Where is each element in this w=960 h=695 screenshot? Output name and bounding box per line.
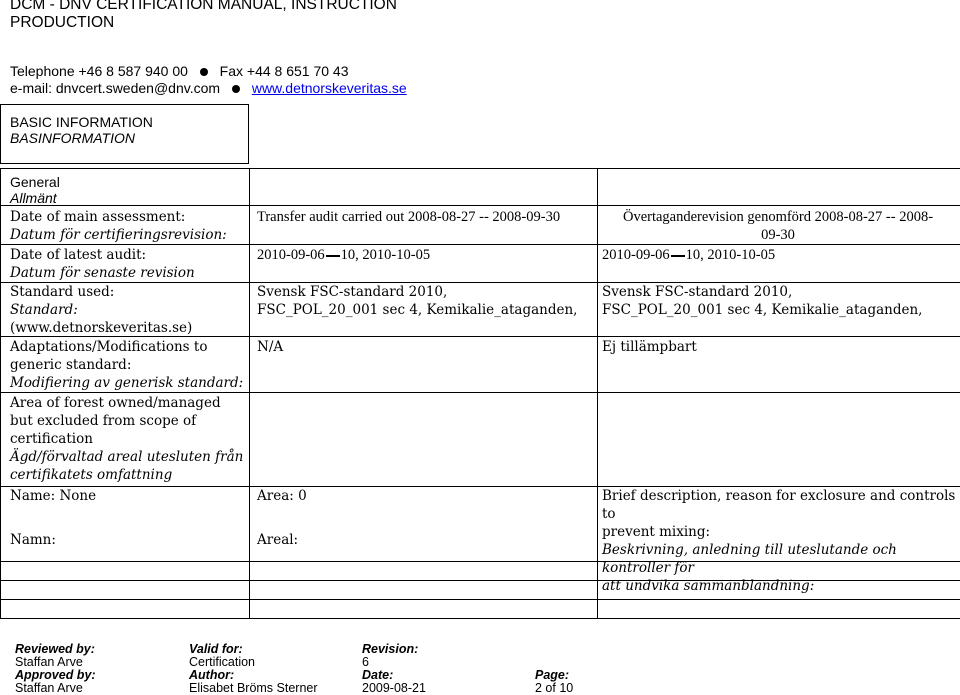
website-link[interactable]: www.detnorskeveritas.se bbox=[251, 80, 407, 96]
contact-email-line bbox=[10, 80, 407, 96]
main-assessment-label bbox=[10, 208, 227, 244]
main-assessment-value-en: Transfer audit carried out 2008-08-27 -- 2008-09-30 bbox=[257, 209, 561, 225]
standard-label-url: (www.detnorskeveritas.se) bbox=[10, 320, 193, 336]
dash-icon bbox=[671, 255, 685, 257]
latest-audit-value-sv bbox=[602, 246, 775, 264]
exclusion-description-en-line1: Brief description, reason for exclosure and controls to bbox=[602, 488, 956, 522]
basic-info-title-sv: BASINFORMATION bbox=[10, 130, 135, 146]
adaptations-label bbox=[10, 338, 243, 392]
approved-by-label: Approved by: bbox=[15, 668, 96, 682]
latest-audit-label bbox=[10, 246, 195, 282]
standard-value-sv bbox=[602, 283, 922, 319]
reviewed-by-label: Reviewed by: bbox=[15, 642, 95, 656]
main-assessment-label-en: Date of main assessment: bbox=[10, 209, 186, 225]
latest-audit-label-en: Date of latest audit: bbox=[10, 247, 147, 263]
standard-label-en: Standard used: bbox=[10, 284, 115, 300]
standard-value-sv-line1: Svensk FSC-standard 2010, bbox=[602, 284, 793, 300]
fax-number: Fax +44 8 651 70 43 bbox=[219, 63, 349, 79]
email-address: e-mail: dnvcert.sweden@dnv.com bbox=[10, 80, 221, 96]
standard-value-en bbox=[257, 283, 577, 319]
excluded-area-sv: Areal: bbox=[257, 532, 299, 548]
general-title-en: General bbox=[10, 174, 60, 190]
excluded-area-label bbox=[10, 394, 243, 484]
general-title-sv: Allmänt bbox=[10, 190, 57, 206]
basic-info-title-en: BASIC INFORMATION bbox=[10, 114, 153, 130]
footer-valid-for bbox=[189, 643, 318, 695]
adaptations-label-sv: Modifiering av generisk standard: bbox=[10, 375, 244, 391]
valid-for-label: Valid for: bbox=[189, 642, 243, 656]
standard-label bbox=[10, 283, 192, 337]
main-assessment-value-sv bbox=[602, 208, 954, 244]
valid-for-value: Certification bbox=[189, 655, 255, 669]
bullet-icon bbox=[232, 85, 240, 93]
excluded-area-en: Area: 0 bbox=[257, 488, 307, 504]
adaptations-value-en: N/A bbox=[257, 339, 284, 355]
page-value: 2 of 10 bbox=[535, 681, 574, 695]
main-assessment-value-sv-line1: Övertaganderevision genomförd 2008-08-27 -- 2008- bbox=[622, 209, 934, 225]
main-assessment-label-sv: Datum för certifieringsrevision: bbox=[10, 227, 227, 243]
exclusion-description-sv-line1: Beskrivning, anledning till uteslutande och kontroller för bbox=[602, 542, 897, 576]
exclusion-description-sv-line2: att undvika sammanblandning: bbox=[602, 578, 815, 594]
contact-phone-line bbox=[10, 63, 349, 79]
bullet-icon bbox=[200, 68, 208, 76]
author-label: Author: bbox=[189, 668, 235, 682]
latest-audit-date-a-sv: 2010-09-06 bbox=[602, 247, 670, 263]
adaptations-label-en-line2: generic standard: bbox=[10, 357, 132, 373]
revision-value: 6 bbox=[362, 655, 369, 669]
excluded-area-label-sv-line2: certifikatets omfattning bbox=[10, 467, 173, 483]
latest-audit-date-a: 2010-09-06 bbox=[257, 247, 325, 263]
date-label: Date: bbox=[362, 668, 394, 682]
excluded-area-label-en-line1: Area of forest owned/managed bbox=[10, 395, 221, 411]
phone-number: Telephone +46 8 587 940 00 bbox=[10, 63, 188, 79]
footer-revision bbox=[362, 643, 426, 695]
latest-audit-date-b: 10, 2010-10-05 bbox=[340, 247, 431, 263]
adaptations-value-sv: Ej tillämpbart bbox=[602, 339, 697, 355]
main-assessment-value-sv-line2: 09-30 bbox=[761, 227, 795, 243]
approved-by-value: Staffan Arve bbox=[15, 681, 83, 695]
exclusion-description bbox=[602, 487, 960, 595]
standard-label-sv: Standard: bbox=[10, 302, 78, 318]
basic-info-heading bbox=[10, 114, 153, 146]
standard-value-en-line1: Svensk FSC-standard 2010, bbox=[257, 284, 448, 300]
author-value: Elisabet Bröms Sterner bbox=[189, 681, 318, 695]
date-value: 2009-08-21 bbox=[362, 681, 426, 695]
excluded-name-sv: Namn: bbox=[10, 532, 56, 548]
excluded-area-label-en-line3: certification bbox=[10, 431, 93, 447]
adaptations-label-en-line1: Adaptations/Modifications to bbox=[10, 339, 208, 355]
document-title: DCM - DNV CERTIFICATION MANUAL, INSTRUCTION PRODUCTION bbox=[10, 0, 397, 31]
reviewed-by-value: Staffan Arve bbox=[15, 655, 83, 669]
exclusion-description-en-line2: prevent mixing: bbox=[602, 524, 711, 540]
latest-audit-value-en bbox=[257, 246, 430, 264]
standard-value-sv-line2: FSC_POL_20_001 sec 4, Kemikalie_ataganden, bbox=[602, 302, 923, 318]
footer-page bbox=[535, 669, 573, 695]
footer-reviewed-by bbox=[15, 643, 96, 695]
excluded-area-label-en-line2: but excluded from scope of bbox=[10, 413, 197, 429]
revision-label: Revision: bbox=[362, 642, 419, 656]
page-label: Page: bbox=[535, 668, 570, 682]
general-heading bbox=[10, 174, 60, 206]
excluded-name-en: Name: None bbox=[10, 488, 97, 504]
dash-icon bbox=[326, 255, 340, 257]
latest-audit-label-sv: Datum för senaste revision bbox=[10, 265, 195, 281]
excluded-area-label-sv-line1: Ägd/förvaltad areal utesluten från bbox=[10, 449, 244, 465]
latest-audit-date-b-sv: 10, 2010-10-05 bbox=[685, 247, 776, 263]
standard-value-en-line2: FSC_POL_20_001 sec 4, Kemikalie_ataganden, bbox=[257, 302, 578, 318]
